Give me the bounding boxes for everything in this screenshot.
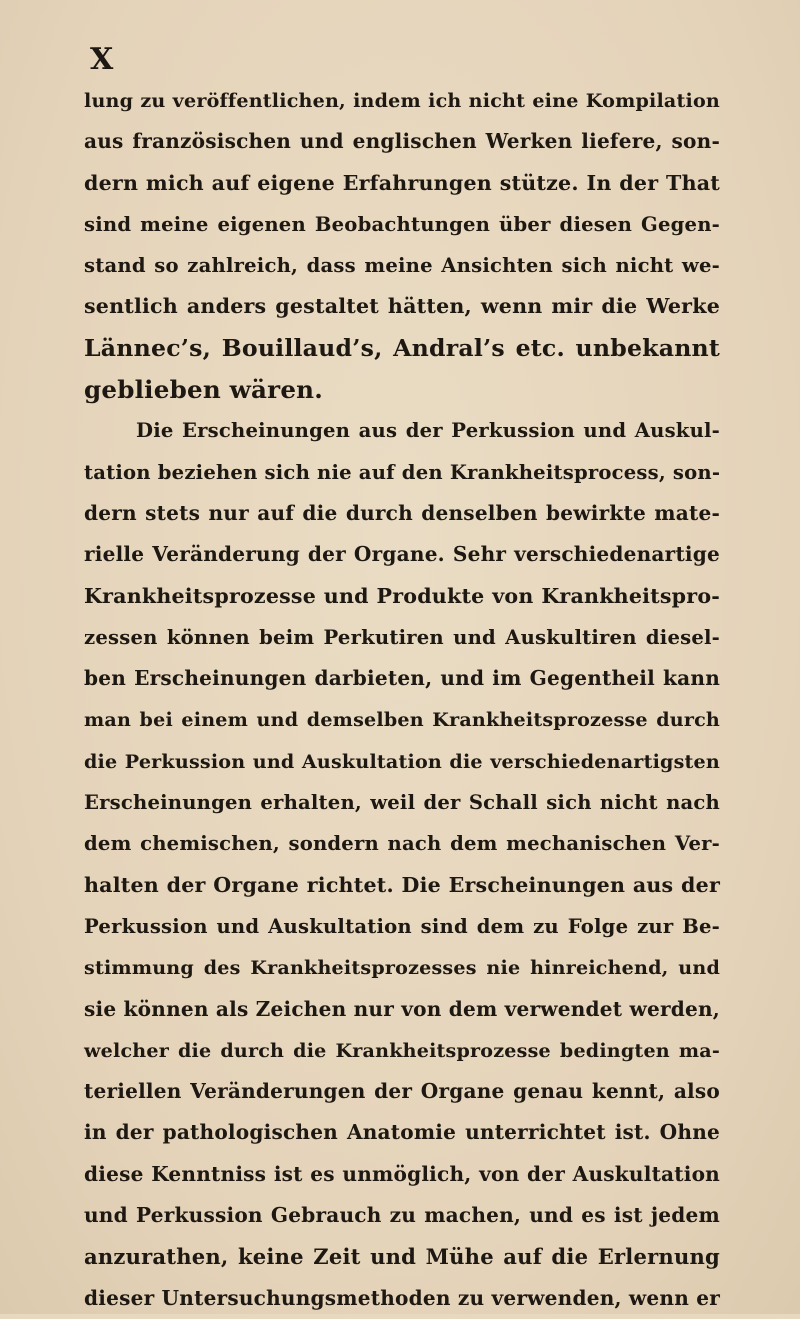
text-line: sentlich anders gestaltet hätten, wenn mir die Werke [84, 294, 720, 319]
text-line: rielle Veränderung der Organe. Sehr verschiedenartige [84, 542, 720, 567]
text-line: dem chemischen, sondern nach dem mechanischen Ver- [84, 832, 720, 856]
text-line: geblieben wären. [84, 375, 324, 405]
text-line: welcher die durch die Krankheitsprozesse bedingten ma- [84, 1038, 720, 1062]
text-line: die Perkussion und Auskultation die verschiedenartigsten [84, 749, 720, 773]
text-line: dern stets nur auf die durch denselben bewirkte mate- [84, 500, 720, 525]
body-text [84, 80, 720, 1319]
text-line: Perkussion und Auskultation sind dem zu Folge zur Be- [84, 914, 720, 938]
text-line: stand so zahlreich, dass meine Ansichten sich nicht we- [84, 254, 720, 278]
text-line: ben Erscheinungen darbieten, und im Gegentheil kann [84, 666, 720, 691]
text-line: halten der Organe richtet. Die Erscheinungen aus der [84, 872, 720, 897]
text-line: diese Kenntniss ist es unmöglich, von der Auskultation [84, 1161, 720, 1186]
text-line: tation beziehen sich nie auf den Krankheitsprocess, son- [84, 460, 721, 484]
text-line: in der pathologischen Anatomie unterrichtet ist. Ohne [84, 1120, 720, 1145]
text-line: zessen können beim Perkutiren und Auskultiren diesel- [84, 625, 720, 649]
text-line: lung zu veröffentlichen, indem ich nicht eine Kompilation [84, 89, 720, 112]
text-line: aus französischen und englischen Werken liefere, son- [84, 129, 720, 154]
text-line: teriellen Veränderungen der Organe genau kennt, also [84, 1079, 720, 1104]
text-line: dern mich auf eigene Erfahrungen stütze. In der That [84, 170, 720, 195]
text-line: man bei einem und demselben Krankheitsprozesse durch [84, 708, 720, 732]
text-line: dieser Untersuchungsmethoden zu verwenden, wenn er [84, 1285, 720, 1310]
text-line: anzurathen, keine Zeit und Mühe auf die Erlernung [84, 1244, 720, 1270]
text-line: und Perkussion Gebrauch zu machen, und es ist jedem [84, 1203, 720, 1228]
text-line: Erscheinungen erhalten, weil der Schall sich nicht nach [84, 791, 720, 815]
page-number: X [90, 42, 114, 77]
text-line: sie können als Zeichen nur von dem verwendet werden, [84, 996, 720, 1021]
text-line: Die Erscheinungen aus der Perkussion und Auskul- [136, 419, 720, 443]
text-line: sind meine eigenen Beobachtungen über diesen Gegen- [84, 212, 720, 236]
text-line: Lännec’s, Bouillaud’s, Andral’s etc. unbekannt [84, 333, 720, 362]
text-line: stimmung des Krankheitsprozesses nie hinreichend, und [84, 956, 720, 980]
text-line: Krankheitsprozesse und Produkte von Krankheitspro- [84, 583, 720, 608]
